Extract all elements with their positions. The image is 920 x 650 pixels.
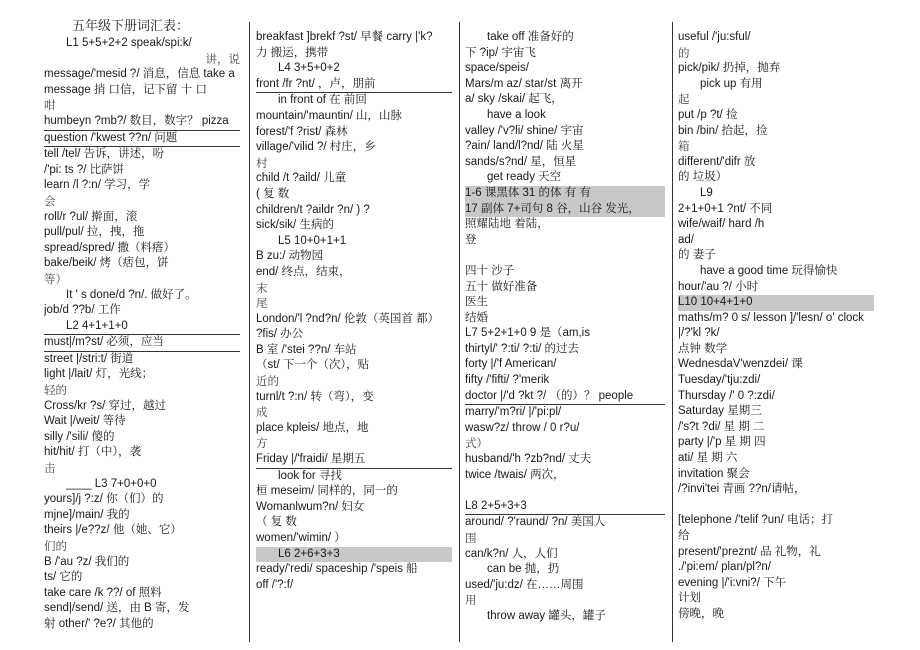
vocab-line: Cross/kr ?s/ 穿过，越过: [44, 399, 167, 412]
vocab-line: L5 10+0+1+1: [278, 234, 347, 247]
vocab-line: wasw?z/ throw / 0 r?u/: [465, 421, 580, 434]
vocab-line: question /'kwest ??n/ 问题: [44, 131, 240, 148]
vocab-line: roll/r ?ul/ 擀面，滚: [44, 210, 138, 223]
vocab-line: 末: [256, 280, 268, 295]
vocab-line: silly /'sili/ 傻的: [44, 430, 115, 443]
vocab-line: B /'au ?z/ 我们的: [44, 555, 130, 568]
vocab-line: can be 抛，扔: [487, 563, 560, 576]
vocab-line: forest/'f ?rist/ 森林: [256, 125, 348, 138]
vocab-line: L4 3+5+0+2: [278, 62, 340, 75]
vocab-line: theirs |/e??z/ 他（她、它）: [44, 524, 182, 537]
vocab-line: message 捎 口信，记下留 十 口: [44, 83, 207, 96]
vocab-line: yours]/j ?:z/ 你（们）的: [44, 493, 164, 506]
vocab-line: ts/ 它的: [44, 571, 83, 584]
vocab-line: forty |/'f American/: [465, 358, 557, 371]
vocab-line: tell /tel/ 告诉，讲述，吩: [44, 148, 165, 161]
vocab-line: B 室 /'stei ??n/ 车站: [256, 343, 357, 356]
vocab-line: message/'mesid ?/ 消息，信息 take a: [44, 68, 235, 81]
vocab-line: 桓 meseim/ 同样的，同一的: [256, 485, 398, 498]
vocab-line: place kpleis/ 地点，地: [256, 421, 369, 434]
vocab-line: maths/m? 0 s/ lesson ]/'lesn/ o' clock: [678, 311, 864, 324]
vocab-line: in front of 在 前回: [278, 94, 367, 107]
vocab-line: 射 other/' ?e?/ 其他的: [44, 617, 154, 630]
vocab-line: put /p ?t/ 捡: [678, 108, 738, 121]
vocab-line: end/ 终点，结束，: [256, 265, 351, 278]
vocab-line: It ' s done/d ?n/. 做好了。: [66, 288, 197, 301]
column-3: [465, 30, 665, 644]
vocab-line: 照耀陆地 着陆，: [465, 218, 549, 231]
vocab-line: take care /k ??/ of 照料: [44, 586, 162, 599]
vocab-line: ____ L3 7+0+0+0: [66, 477, 157, 490]
vocab-line: Thursday /' 0 ?:zdi/: [678, 389, 775, 402]
vocab-line: 17 副体 7+司句 8 谷，山谷 发光，: [465, 202, 665, 218]
vocab-line: L7 5+2+1+0 9 是（am,is: [465, 327, 590, 340]
vocab-line: 击: [44, 461, 56, 476]
vocab-line: 用: [465, 593, 477, 608]
vocab-line: 结婚: [465, 311, 488, 324]
vocab-line: breakfast ]brekf ?st/ 早餐 carry |'k?: [256, 31, 433, 43]
vocab-line: party |/'p 星 期 四: [678, 436, 766, 449]
vocab-line: thirtyl/' ?:ti/ ?:ti/ 的过去: [465, 342, 580, 355]
column-4: [678, 30, 874, 644]
vocab-line: 下 ?ip/ 宇宙飞: [465, 46, 536, 59]
vocab-line: WednesdaV'wenzdei/ 课: [678, 358, 803, 371]
vocab-line: Wait |/weit/ 等待: [44, 415, 126, 428]
column-divider: [459, 22, 460, 642]
vocab-line: 给: [678, 530, 690, 542]
vocab-line: 计划: [678, 592, 701, 605]
vocab-line: around/ ?'raund/ ?n/ 美国人: [465, 516, 606, 529]
vocab-line: 1-6 课黑体 31 的体 有 有: [465, 186, 665, 202]
vocab-line: ati/ 星 期 六: [678, 452, 738, 465]
vocab-line: hit/hit/ 打（中），袭: [44, 446, 142, 459]
vocab-line: 近的: [256, 374, 279, 389]
vocab-line: space/speis/: [465, 62, 529, 75]
vocab-line: 讲，说: [205, 51, 240, 66]
vocab-line: 登: [465, 233, 477, 246]
vocab-line: mjne]/main/ 我的: [44, 508, 130, 521]
vocab-line: doctor |/'d ?kt ?/ （的）？ people: [465, 389, 665, 406]
vocab-line: Tuesday/'tju:zdi/: [678, 374, 761, 387]
vocab-line: ?ain/ land/l?nd/ 陆 火星: [465, 140, 584, 153]
vocab-line: 箱: [678, 139, 690, 154]
vocab-line: spread/spred/ 撒（料瘩）: [44, 241, 176, 254]
column-divider: [672, 22, 673, 642]
vocab-line: children/t ?aildr ?n/ ) ?: [256, 203, 370, 216]
vocab-line: 轻的: [44, 383, 67, 398]
vocab-line: 们的: [44, 539, 67, 553]
vocab-line: 成: [256, 405, 268, 420]
vocab-line: B zu:/ 动物园: [256, 250, 324, 263]
vocab-line: have a good time 玩得愉快: [700, 264, 838, 277]
vocab-line: 的: [678, 45, 690, 60]
vocab-line: fifty /'fifti/ ?'merik: [465, 374, 550, 387]
vocab-line: pull/pul/ 拉，拽，拖: [44, 226, 145, 239]
vocab-line: hour/'au ?/ 小时: [678, 280, 759, 293]
vocab-line: get ready 天空: [487, 171, 562, 184]
vocab-line: turnl/t ?:n/ 转（弯），变: [256, 390, 374, 403]
vocab-line: look for 寻找: [278, 469, 342, 482]
vocab-line: twice /twais/ 两次，: [465, 468, 565, 481]
vocab-line: 方: [256, 436, 268, 451]
vocab-line: /'s?t ?di/ 星 期 二: [678, 420, 765, 433]
vocab-line: job/d ??b/ 工作: [44, 304, 121, 317]
vocab-line: present/'preznt/ 品 礼物，礼: [678, 545, 821, 558]
vocab-line: /?invi'tei 青画 ??n/请帖，: [678, 483, 806, 496]
vocab-line: pick/pik/ 扔掉，抛弃: [678, 62, 781, 75]
vocab-line: can/k?n/ 人，人们: [465, 547, 558, 560]
vocab-line: [465, 483, 665, 499]
vocab-line: child /t ?aild/ 儿童: [256, 172, 347, 185]
vocab-line: （st/ 下一个（次），贴: [256, 359, 370, 372]
vocab-line: mountain/'mauntin/ 山，山脉: [256, 109, 403, 122]
vocab-line: Saturday 星期三: [678, 405, 762, 418]
vocab-line: valley /'v?li/ shine/ 宇宙: [465, 124, 584, 137]
vocab-line: 点钟 数学: [678, 342, 728, 355]
vocab-line: ./'pi:em/ plan/pl?n/: [678, 561, 771, 574]
vocab-line: [telephone /'telif ?un/ 电话；打: [678, 514, 833, 527]
vocab-line: used/'ju:dz/ 在……周围: [465, 578, 584, 591]
vocab-line: L9: [700, 186, 713, 199]
vocab-line: marry/'m?ri/ |/'pi:pl/: [465, 406, 562, 419]
vocab-line: different/'difr 放: [678, 155, 756, 168]
vocab-line: village/'vilid ?/ 村庄，乡: [256, 141, 376, 154]
vocab-line: 咁: [44, 98, 56, 113]
vocab-line: light |/lait/ 灯，光线；: [44, 368, 154, 381]
vocab-line: 围: [465, 531, 477, 545]
vocab-line: bin /bin/ 拾起，捡: [678, 124, 768, 137]
vocab-line: send|/send/ 送，由 B 寄，发: [44, 602, 190, 615]
vocab-line: 力 搬运，携带: [256, 46, 329, 59]
vocab-line: sick/sik/ 生病的: [256, 219, 334, 232]
vocab-line: [678, 498, 874, 514]
vocab-line: front /fr ?nt/ ，卢，朋前: [256, 77, 452, 94]
vocab-line: useful /'ju:sful/: [678, 31, 751, 43]
vocab-line: ( 复 数: [256, 187, 290, 200]
vocab-line: ?fis/ 办公: [256, 328, 304, 341]
vocab-line: throw away 罐头，罐子: [487, 609, 606, 622]
page-title: 五年级下册词汇表：: [72, 19, 190, 34]
vocab-line: 的 妻子: [678, 249, 716, 262]
vocab-line: ready/'redi/ spaceship /'speis 船: [256, 563, 418, 576]
vocab-line: husband/'h ?zb?nd/ 丈夫: [465, 453, 592, 466]
vocab-line: off /'?:f/: [256, 578, 294, 591]
vocab-line: 2+1+0+1 ?nt/ 不同: [678, 202, 773, 215]
column-divider: [249, 22, 250, 642]
vocab-line: 尾: [256, 296, 268, 311]
vocab-line: pick up 有用: [700, 77, 763, 90]
vocab-line: L2 4+1+1+0: [44, 319, 240, 336]
vocab-line: take off 准备好的: [487, 31, 574, 43]
vocab-line: 五十 做好准备: [465, 280, 538, 293]
column-1: [44, 18, 240, 644]
vocab-line: 会: [44, 193, 56, 208]
vocab-line: 四十 沙子: [465, 264, 515, 277]
vocab-line: 的 垃圾）: [678, 171, 728, 184]
vocab-line: /'pi: ts ?/ 比萨饼: [44, 163, 125, 176]
vocab-line: ad/: [678, 233, 694, 246]
vocab-line: |/?'kl ?k/: [678, 327, 720, 340]
vocab-line: L8 2+5+3+3: [465, 499, 665, 516]
vocab-line: a/ sky /skai/ 起飞，: [465, 93, 563, 106]
vocab-line: women/'wimin/ ）: [256, 532, 346, 544]
vocab-line: humbeyn ?mb?/ 数目，数字？ pizza: [44, 114, 240, 131]
vocab-line: 等）: [44, 271, 67, 286]
column-2: [256, 30, 452, 644]
vocab-line: evening |/'i:vni?/ 下午: [678, 576, 787, 589]
vocab-line: L6 2+6+3+3: [256, 547, 452, 563]
vocab-line: Mars/m az/ star/st 离开: [465, 77, 583, 90]
vocab-line: 村: [256, 155, 268, 170]
vocab-line: Womanlwum?n/ 妇女: [256, 500, 365, 513]
vocab-line: L1 5+5+2+2 speak/spi:k/: [66, 37, 192, 49]
vocab-line: street |/stri:t/ 街道: [44, 352, 134, 365]
vocab-line: London/'l ?nd?n/ 伦敦（英国首 都）: [256, 312, 440, 325]
vocab-line: invitation 聚会: [678, 467, 750, 480]
vocab-line: [465, 248, 665, 264]
vocab-line: 式）: [465, 436, 488, 451]
vocab-line: 起: [678, 92, 690, 107]
vocab-line: have a look: [487, 108, 546, 121]
vocab-line: learn /l ?:n/ 学习，学: [44, 179, 151, 192]
vocab-line: bake/beik/ 烤（痞包，饼: [44, 257, 169, 270]
vocab-line: Friday |/'fraidi/ 星期五: [256, 452, 452, 469]
vocab-line: must|/m?st/ 必须，应当: [44, 335, 240, 352]
vocab-line: wife/waif/ hard /h: [678, 218, 765, 231]
vocab-line: L10 10+4+1+0: [678, 295, 874, 311]
vocab-line: sands/s?nd/ 星，恒星: [465, 155, 577, 168]
vocab-line: 医生: [465, 296, 488, 309]
vocab-line: 傍晚，晚: [678, 607, 724, 620]
vocab-line: （ 复 数: [256, 516, 297, 529]
